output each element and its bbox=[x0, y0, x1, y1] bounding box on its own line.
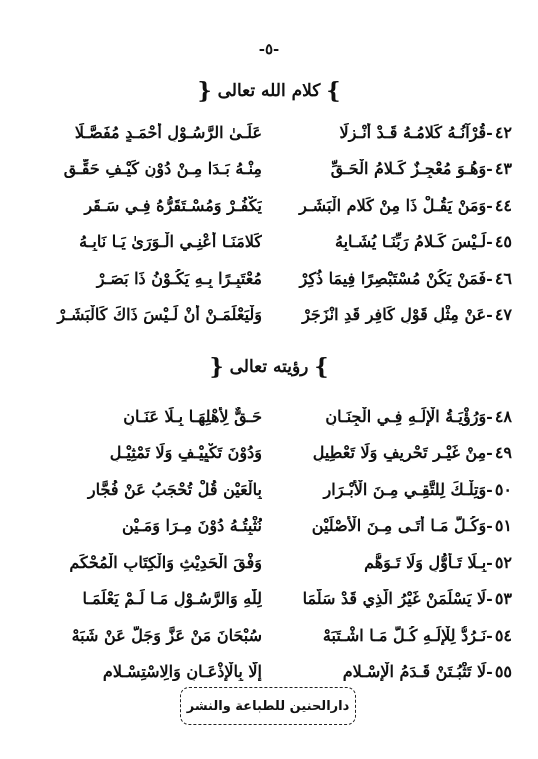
verse-second-hemistich: مِنْـهُ بَـدَا مِـنْ دُوْنِ كَيْـفِ حَقِّـقِ bbox=[63, 159, 262, 179]
hemistich-text: وَتِلْـكَ لِلتَّقِـي مِـنَ الْأَبْـرَارِ bbox=[323, 479, 487, 499]
verse-first-hemistich: ٤٨-وَرُؤْيَـةُ الْإِلَـهِ فِـي الْجِنَـانِ bbox=[325, 406, 512, 426]
verse-second-hemistich: إِلَّا بِالْإِذْعَـانِ وَالِاسْتِسْـلامِ bbox=[102, 662, 262, 682]
verse-second-hemistich: حَـقٌّ لِأَهْلِهَـا بِـلَا عَنَـانِ bbox=[123, 406, 262, 426]
open-brace: } bbox=[314, 354, 329, 380]
verse-first-hemistich: ٤٢-قُرْآنُـهُ كَلامُـهُ قَـدْ أُنْـزِلَا bbox=[339, 122, 512, 142]
verse-second-hemistich: عَلَـىٰ الرَّسُـوْلِ أَحْمَـدٍ مُفَصَّـلَا bbox=[74, 122, 262, 142]
verse-second-hemistich: سُبْحَانَ مَنْ عَزَّ وَجَلَّ عَنْ شَبَهْ bbox=[71, 625, 262, 645]
verse-first-hemistich: ٤٦-فَمَنْ يَكُنْ مُسْتَبْصِرًا فِيمَا ذُكِرْ bbox=[299, 268, 512, 288]
verse-number: ٤٣ bbox=[494, 159, 512, 179]
verse-second-hemistich: نُثْبِتُـهُ دُوْنَ مِـرَا وَمَـيْنِ bbox=[121, 516, 262, 536]
verse-second-hemistich: يَكْفُـرْ وَمُسْـتَقَرُّهُ فِـي سَـقَرِ bbox=[84, 195, 262, 215]
verse-line bbox=[30, 508, 512, 545]
publisher-box bbox=[180, 687, 356, 725]
verse-number: ٥٢ bbox=[494, 552, 512, 572]
verse-number: ٥٠ bbox=[494, 479, 512, 499]
section-title-text: رؤيته تعالى bbox=[229, 357, 309, 377]
verse-number: ٥٤ bbox=[494, 625, 512, 645]
publisher-name: دارالحنين للطباعة والنشر bbox=[186, 698, 350, 714]
hemistich-text: بِـلَا تَـأَوُّلٍ وَلَا تَـوَهُّمِ bbox=[364, 552, 487, 572]
verse-line bbox=[30, 224, 512, 261]
hemistich-text: عَنْ مِثْلِ قَوْلِ كَافِرٍ قَدِ انْزَجَرْ bbox=[302, 305, 487, 325]
close-brace: { bbox=[209, 354, 224, 380]
hemistich-text: مِنْ غَيْـرِ تَحْرِيفٍ وَلَا تَعْطِيلِ bbox=[312, 443, 487, 463]
verse-block-ruya bbox=[30, 398, 512, 690]
section-title-ruya bbox=[0, 354, 538, 380]
verse-first-hemistich: ٥٣-لَا يَسْلَمَنْ غَيْرُ الَّذِي قَدْ سَلَّمَا bbox=[302, 589, 512, 609]
verse-number: ٤٢ bbox=[494, 122, 512, 142]
verse-block-kalam bbox=[30, 114, 512, 333]
verse-first-hemistich: ٤٥-لَـيْسَ كَـلامُ رَبِّنَـا يُشَـابِهُ bbox=[335, 232, 512, 252]
verse-first-hemistich: ٤٧-عَنْ مِثْلِ قَوْلِ كَافِرٍ قَدِ انْزَجَرْ bbox=[302, 305, 512, 325]
verse-line bbox=[30, 151, 512, 188]
verse-number: ٥١ bbox=[494, 516, 512, 536]
hemistich-text: وَرُؤْيَـةُ الْإِلَـهِ فِـي الْجِنَـانِ bbox=[325, 406, 487, 426]
hemistich-text: وَكُـلُّ مَـا أَتَـى مِـنَ الْأَصْلَيْنِ bbox=[311, 516, 487, 536]
verse-line bbox=[30, 297, 512, 334]
verse-first-hemistich: ٥٤-نَـرُدُّ لِلْإِلَـهِ كُـلَّ مَـا اشْـتَبَهْ bbox=[322, 625, 512, 645]
verse-second-hemistich: لِلّٰهِ وَالرَّسُـوْلِ مَـا لَـمْ يَعْلَمَـا bbox=[82, 589, 262, 609]
verse-second-hemistich: كَلامَنَـا أَعْنِـي الْـوَرَىٰ يَـا نَابِـهُ bbox=[79, 232, 262, 252]
open-brace: } bbox=[326, 78, 341, 104]
verse-line bbox=[30, 398, 512, 435]
hemistich-text: لَا يَسْلَمَنْ غَيْرُ الَّذِي قَدْ سَلَّمَا bbox=[302, 589, 487, 609]
verse-line bbox=[30, 617, 512, 654]
verse-line bbox=[30, 114, 512, 151]
verse-second-hemistich: وَدُوْنَ تَكْيِيْـفٍ وَلَا تَمْثِيْـلِ bbox=[109, 443, 262, 463]
verse-second-hemistich: وَلْيَعْلَمَـنْ أَنْ لَـيْسَ ذَاكَ كَالْبَشَـرْ bbox=[57, 305, 262, 325]
verse-line bbox=[30, 581, 512, 618]
verse-line bbox=[30, 187, 512, 224]
verse-first-hemistich: ٤٣-وَهُـوَ مُعْجِـزٌ كَـلامُ الْحَـقِّ bbox=[330, 159, 512, 179]
verse-number: ٤٨ bbox=[494, 406, 512, 426]
verse-number: ٥٣ bbox=[494, 589, 512, 609]
section-title-kalam bbox=[0, 78, 538, 104]
verse-line bbox=[30, 654, 512, 691]
verse-first-hemistich: ٥٠-وَتِلْـكَ لِلتَّقِـي مِـنَ الْأَبْـرَارِ bbox=[323, 479, 512, 499]
verse-number: ٤٦ bbox=[494, 268, 512, 288]
verse-first-hemistich: ٥١-وَكُـلُّ مَـا أَتَـى مِـنَ الْأَصْلَيْنِ bbox=[311, 516, 512, 536]
page-number: -٥- bbox=[258, 40, 280, 58]
verse-first-hemistich: ٥٢-بِـلَا تَـأَوُّلٍ وَلَا تَـوَهُّمِ bbox=[364, 552, 512, 572]
verse-first-hemistich: ٤٤-وَمَنْ يَقُـلْ ذَا مِنْ كَلامِ الْبَشَـرِ bbox=[299, 195, 512, 215]
verse-number: ٤٧ bbox=[494, 305, 512, 325]
verse-line bbox=[30, 260, 512, 297]
hemistich-text: فَمَنْ يَكُنْ مُسْتَبْصِرًا فِيمَا ذُكِرْ bbox=[299, 268, 487, 288]
verse-line bbox=[30, 435, 512, 472]
verse-second-hemistich: وَفْقَ الْحَدِيْثِ وَالْكِتَابِ الْمُحْكَمِ bbox=[69, 552, 262, 572]
hemistich-text: لَا تَثْبُـتَنْ قَـدَمُ الْإِسْـلامِ bbox=[342, 662, 487, 682]
verse-number: ٤٤ bbox=[494, 195, 512, 215]
hemistich-text: وَهُـوَ مُعْجِـزٌ كَـلامُ الْحَـقِّ bbox=[330, 159, 487, 179]
verse-number: ٤٥ bbox=[494, 232, 512, 252]
section-title-text: كلام الله تعالى bbox=[217, 81, 321, 101]
verse-number: ٥٥ bbox=[494, 662, 512, 682]
verse-line bbox=[30, 471, 512, 508]
verse-line bbox=[30, 544, 512, 581]
hemistich-text: نَـرُدُّ لِلْإِلَـهِ كُـلَّ مَـا اشْـتَبَهْ bbox=[322, 625, 487, 645]
verse-first-hemistich: ٤٩-مِنْ غَيْـرِ تَحْرِيفٍ وَلَا تَعْطِيلِ bbox=[312, 443, 512, 463]
hemistich-text: قُرْآنُـهُ كَلامُـهُ قَـدْ أُنْـزِلَا bbox=[339, 122, 487, 142]
verse-second-hemistich: بِالْعَيْنِ قُلْ تُحْجَبُ عَنْ فُجَّارِ bbox=[87, 479, 262, 499]
verse-first-hemistich: ٥٥-لَا تَثْبُـتَنْ قَـدَمُ الْإِسْـلامِ bbox=[342, 662, 512, 682]
verse-number: ٤٩ bbox=[494, 443, 512, 463]
verse-second-hemistich: مُعْتَبِـرًا بِـهِ يَكُـوْنُ ذَا بَصَـرْ bbox=[96, 268, 262, 288]
close-brace: { bbox=[197, 78, 212, 104]
hemistich-text: وَمَنْ يَقُـلْ ذَا مِنْ كَلامِ الْبَشَـرِ bbox=[299, 195, 487, 215]
hemistich-text: لَـيْسَ كَـلامُ رَبِّنَـا يُشَـابِهُ bbox=[335, 232, 487, 252]
